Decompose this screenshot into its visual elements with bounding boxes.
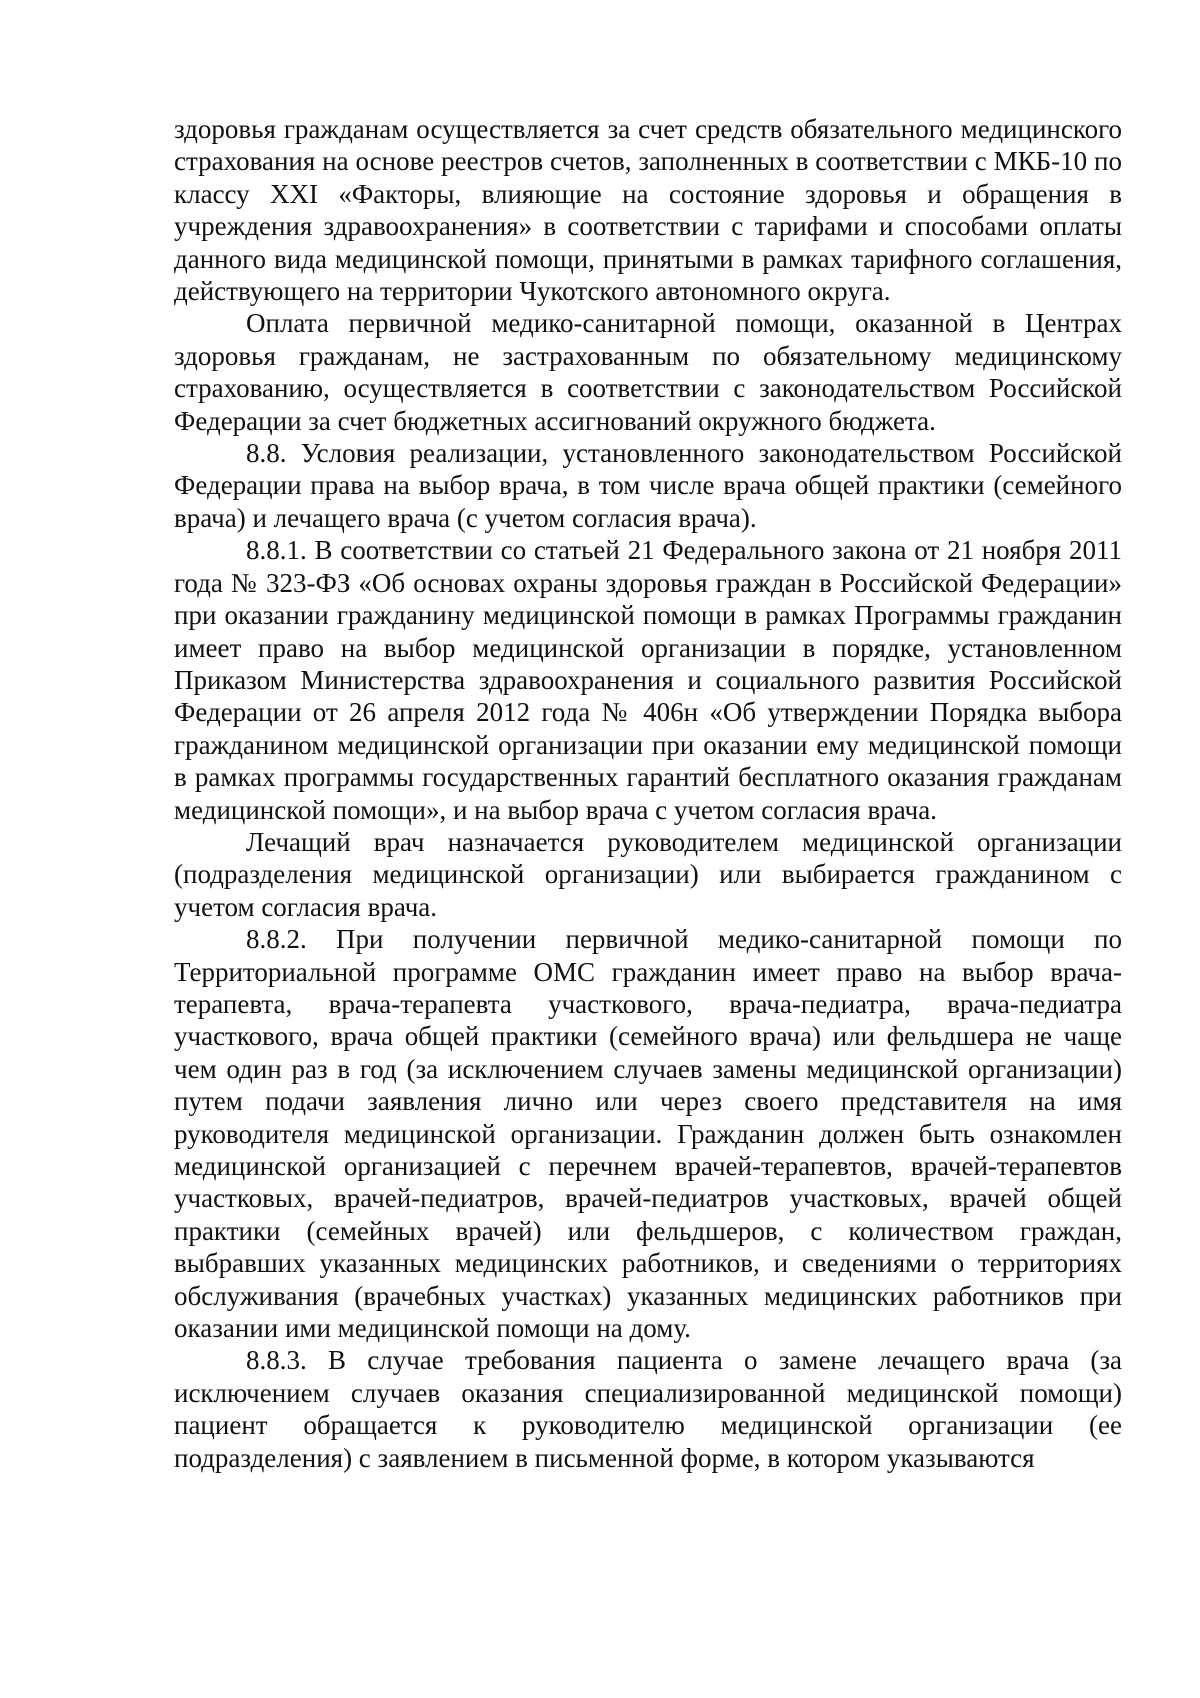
paragraph-continuation: здоровья гражданам осуществляется за счет средств обязательного медицинского страхования на основе реестров счетов, заполненных в соответствии с МКБ-10 по классу XXI «Факторы, влияющие на состояние здоровья и обращения в учреждения здравоохранения» в соответствии с тарифами и способами оплаты данного вида медицинской помощи, принятыми в рамках тарифного соглашения, действующего на территории Чукотского автономного округа.: [174, 114, 1122, 307]
paragraph-section-8-8: 8.8. Условия реализации, установленного законодательством Российской Федерации права на выбор врача, в том числе врача общей практики (семейного врача) и лечащего врача (с учетом согласия врача).: [174, 438, 1122, 533]
document-page: [174, 113, 1122, 1474]
paragraph-attending-physician: Лечащий врач назначается руководителем медицинской организации (подразделения медицинской организации) или выбирается гражданином с учетом согласия врача.: [174, 826, 1122, 922]
paragraph-section-8-8-2: 8.8.2. При получении первичной медико-санитарной помощи по Территориальной программе ОМС гражданин имеет право на выбор врача-терапевта, врача-терапевта участкового, врача-педиатра, врача-педиатра участкового, врача общей практики (семейного врача) или фельдшера не чаще чем один раз в год (за исключением случаев замены медицинской организации) путем подачи заявления лично или через своего представителя на имя руководителя медицинской организации. Гражданин должен быть ознакомлен медицинской организацией с перечнем врачей-терапевтов, врачей-терапевтов участковых, врачей-педиатров, врачей-педиатров участковых, врачей общей практики (семейных врачей) или фельдшеров, с количеством граждан, выбравших указанных медицинских работников, и сведениями о территориях обслуживания (врачебных участках) указанных медицинских работников при оказании ими медицинской помощи на дому.: [174, 924, 1122, 1344]
paragraph-centers-payment: Оплата первичной медико-санитарной помощи, оказанной в Центрах здоровья гражданам, не застрахованным по обязательному медицинскому страхованию, осуществляется в соответствии с законодательством Российской Федерации за счет бюджетных ассигнований окружного бюджета.: [174, 308, 1122, 436]
paragraph-section-8-8-1: 8.8.1. В соответствии со статьей 21 Федерального закона от 21 ноября 2011 года № 323-ФЗ «Об основах охраны здоровья граждан в Российской Федерации» при оказании гражданину медицинской помощи в рамках Программы гражданин имеет право на выбор медицинской организации в порядке, установленном Приказом Министерства здравоохранения и социального развития Российской Федерации от 26 апреля 2012 года № 406н «Об утверждении Порядка выбора гражданином медицинской организации при оказании ему медицинской помощи в рамках программы государственных гарантий бесплатного оказания гражданам медицинской помощи», и на выбор врача с учетом согласия врача.: [174, 535, 1122, 825]
paragraph-section-8-8-3: 8.8.3. В случае требования пациента о замене лечащего врача (за исключением случаев оказания специализированной медицинской помощи) пациент обращается к руководителю медицинской организации (ее подразделения) с заявлением в письменной форме, в котором указываются: [174, 1345, 1122, 1473]
